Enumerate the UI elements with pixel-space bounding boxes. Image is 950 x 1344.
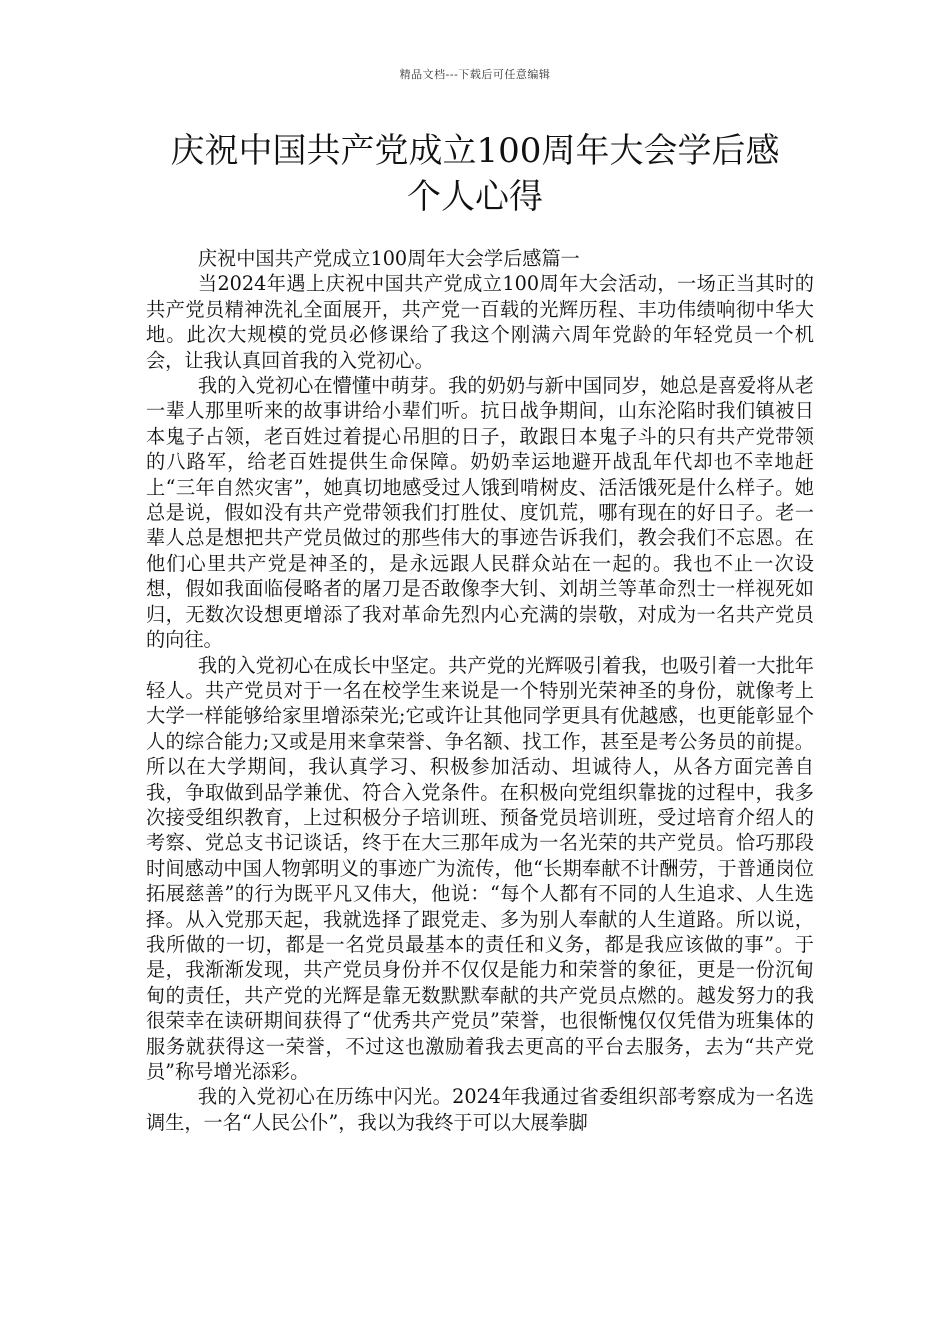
header-note: 精品文档---下载后可任意编辑 [399,68,551,81]
document-body [146,246,814,1135]
title-line-1: 庆祝中国共产党成立100周年大会学后感 [170,131,780,171]
paragraph-4: 我的入党初心在历练中闪光。2024年我通过省委组织部考察成为一名选调生，一名“人民公仆”，我以为我终于可以大展拳脚 [146,1085,814,1134]
section-subtitle: 庆祝中国共产党成立100周年大会学后感篇一 [197,247,580,270]
document-title [150,128,800,220]
paragraph-2: 我的入党初心在懵懂中萌芽。我的奶奶与新中国同岁，她总是喜爱将从老一辈人那里听来的故事讲给小辈们听。抗日战争期间，山东沦陷时我们镇被日本鬼子占领，老百姓过着提心吊胆的日子，敢跟日本鬼子斗的只有共产党带领的八路军，给老百姓提供生命保障。奶奶幸运地避开战乱年代却也不幸地赶上“三年自然灾害”，她真切地感受过人饿到啃树皮、活活饿死是什么样子。她总是说，假如没有共产党带领我们打胜仗、度饥荒，哪有现在的好日子。老一辈人总是想把共产党员做过的那些伟大的事迹告诉我们，教会我们不忘恩。在他们心里共产党是神圣的，是永远跟人民群众站在一起的。我也不止一次设想，假如我面临侵略者的屠刀是否敢像李大钊、刘胡兰等革命烈士一样视死如归，无数次设想更增添了我对革命先烈内心充满的崇敬，对成为一名共产党员的向往。 [146,374,814,652]
paragraph-1: 当2024年遇上庆祝中国共产党成立100周年大会活动，一场正当其时的共产党员精神洗礼全面展开，共产党一百载的光辉历程、丰功伟绩响彻中华大地。此次大规模的党员必修课给了我这个刚满六周年党龄的年轻党员一个机会，让我认真回首我的入党初心。 [146,272,814,372]
paragraph-3: 我的入党初心在成长中坚定。共产党的光辉吸引着我，也吸引着一大批年轻人。共产党员对于一名在校学生来说是一个特别光荣神圣的身份，就像考上大学一样能够给家里增添荣光;它或许让其他同学更具有优越感，也更能彰显个人的综合能力;又或是用来拿荣誉、争名额、找工作，甚至是考公务员的前提。所以在大学期间，我认真学习、积极参加活动、坦诚待人，从各方面完善自我，争取做到品学兼优、符合入党条件。在积极向党组织靠拢的过程中，我多次接受组织教育，上过积极分子培训班、预备党员培训班，受过培育介绍人的考察、党总支书记谈话，终于在大三那年成为一名光荣的共产党员。恰巧那段时间感动中国人物郭明义的事迹广为流传，他“长期奉献不计酬劳，于普通岗位拓展慈善”的行为既平凡又伟大，他说：“每个人都有不同的人生追求、人生选择。从入党那天起，我就选择了跟党走、多为别人奉献的人生道路。所以说，我所做的一切，都是一名党员最基本的责任和义务，都是我应该做的事”。于是，我渐渐发现，共产党员身份并不仅仅是能力和荣誉的象征，更是一份沉甸甸的责任，共产党的光辉是靠无数默默奉献的共产党员点燃的。越发努力的我很荣幸在读研期间获得了“优秀共产党员”荣誉，也很惭愧仅仅凭借为班集体的服务就获得这一荣誉，不过这也激励着我去更高的平台去服务，去为“共产党员”称号增光添彩。 [146,653,814,1083]
title-line-2: 个人心得 [407,177,543,217]
